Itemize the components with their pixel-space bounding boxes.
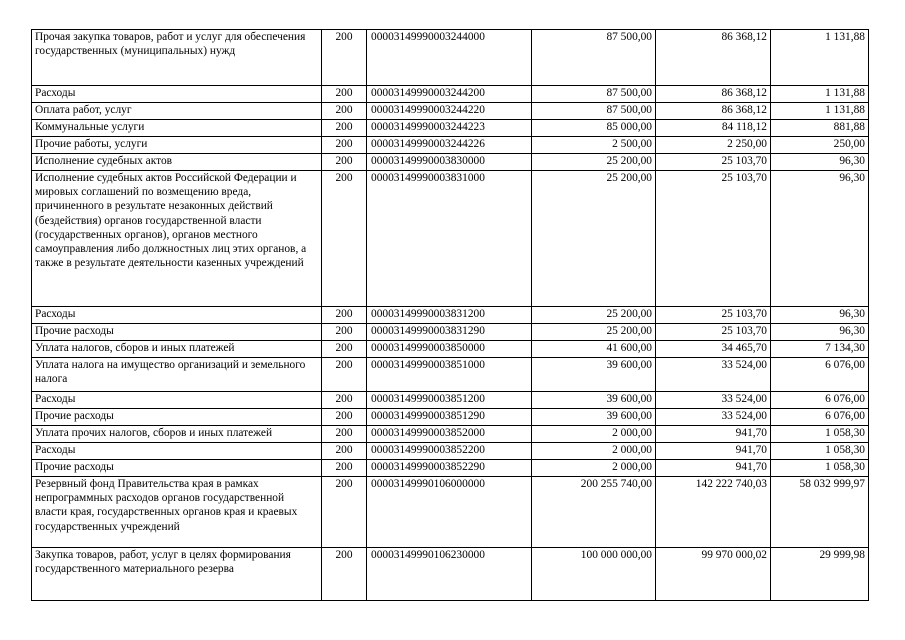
budget-classification-code-cell: 00003149990003244200 xyxy=(367,86,532,103)
approved-amount-cell: 39 600,00 xyxy=(532,409,656,426)
executed-amount-cell: 25 103,70 xyxy=(656,324,771,341)
executed-amount-cell: 84 118,12 xyxy=(656,120,771,137)
unexecuted-amount-cell: 1 131,88 xyxy=(771,30,869,86)
table-row xyxy=(32,341,869,358)
expense-name-cell: Прочая закупка товаров, работ и услуг для обеспечения государственных (муниципальных) нужд xyxy=(32,30,322,86)
expense-name-cell: Оплата работ, услуг xyxy=(32,103,322,120)
expense-name-cell: Резервный фонд Правительства края в рамках непрограммных расходов органов государственной власти края, государственных органов края и краевых государственных учреждений xyxy=(32,477,322,548)
line-code-cell: 200 xyxy=(322,460,367,477)
budget-classification-code-cell: 00003149990003830000 xyxy=(367,154,532,171)
approved-amount-cell: 87 500,00 xyxy=(532,86,656,103)
table-row xyxy=(32,137,869,154)
approved-amount-cell: 2 000,00 xyxy=(532,460,656,477)
budget-execution-table xyxy=(31,29,869,601)
table-row xyxy=(32,307,869,324)
unexecuted-amount-cell: 1 058,30 xyxy=(771,443,869,460)
budget-classification-code-cell: 00003149990003852000 xyxy=(367,426,532,443)
table-row xyxy=(32,120,869,137)
expense-name-cell: Закупка товаров, работ, услуг в целях формирования государственного материального резерва xyxy=(32,548,322,601)
approved-amount-cell: 200 255 740,00 xyxy=(532,477,656,548)
expense-name-cell: Прочие расходы xyxy=(32,460,322,477)
executed-amount-cell: 25 103,70 xyxy=(656,307,771,324)
approved-amount-cell: 39 600,00 xyxy=(532,358,656,392)
line-code-cell: 200 xyxy=(322,171,367,307)
line-code-cell: 200 xyxy=(322,137,367,154)
expense-name-cell: Уплата налога на имущество организаций и земельного налога xyxy=(32,358,322,392)
unexecuted-amount-cell: 96,30 xyxy=(771,154,869,171)
budget-classification-code-cell: 00003149990003244226 xyxy=(367,137,532,154)
table-row xyxy=(32,171,869,307)
unexecuted-amount-cell: 6 076,00 xyxy=(771,409,869,426)
unexecuted-amount-cell: 96,30 xyxy=(771,307,869,324)
unexecuted-amount-cell: 6 076,00 xyxy=(771,358,869,392)
budget-classification-code-cell: 00003149990003852200 xyxy=(367,443,532,460)
unexecuted-amount-cell: 96,30 xyxy=(771,324,869,341)
table-row xyxy=(32,86,869,103)
expense-name-cell: Расходы xyxy=(32,86,322,103)
line-code-cell: 200 xyxy=(322,392,367,409)
unexecuted-amount-cell: 29 999,98 xyxy=(771,548,869,601)
table-row xyxy=(32,30,869,86)
line-code-cell: 200 xyxy=(322,426,367,443)
table-row xyxy=(32,392,869,409)
budget-classification-code-cell: 00003149990003850000 xyxy=(367,341,532,358)
expense-name-cell: Уплата прочих налогов, сборов и иных платежей xyxy=(32,426,322,443)
table-body xyxy=(32,30,869,601)
expense-name-cell: Прочие работы, услуги xyxy=(32,137,322,154)
expense-name-cell: Исполнение судебных актов xyxy=(32,154,322,171)
expense-name-cell: Уплата налогов, сборов и иных платежей xyxy=(32,341,322,358)
line-code-cell: 200 xyxy=(322,324,367,341)
line-code-cell: 200 xyxy=(322,103,367,120)
budget-classification-code-cell: 00003149990106230000 xyxy=(367,548,532,601)
executed-amount-cell: 34 465,70 xyxy=(656,341,771,358)
budget-classification-code-cell: 00003149990003244220 xyxy=(367,103,532,120)
line-code-cell: 200 xyxy=(322,30,367,86)
table-row xyxy=(32,443,869,460)
budget-classification-code-cell: 00003149990003831200 xyxy=(367,307,532,324)
expense-name-cell: Расходы xyxy=(32,392,322,409)
unexecuted-amount-cell: 6 076,00 xyxy=(771,392,869,409)
line-code-cell: 200 xyxy=(322,358,367,392)
executed-amount-cell: 86 368,12 xyxy=(656,30,771,86)
executed-amount-cell: 33 524,00 xyxy=(656,409,771,426)
unexecuted-amount-cell: 58 032 999,97 xyxy=(771,477,869,548)
expense-name-cell: Расходы xyxy=(32,443,322,460)
executed-amount-cell: 86 368,12 xyxy=(656,86,771,103)
executed-amount-cell: 941,70 xyxy=(656,426,771,443)
approved-amount-cell: 25 200,00 xyxy=(532,324,656,341)
expense-name-cell: Расходы xyxy=(32,307,322,324)
expense-name-cell: Коммунальные услуги xyxy=(32,120,322,137)
expense-name-cell: Исполнение судебных актов Российской Федерации и мировых соглашений по возмещению вреда, причиненного в результате незаконных действий (бездействия) органов государственной власти (государственных органов), органов местного самоуправления либо должностных лиц этих органов, а также в результате деятельности казенных учреждений xyxy=(32,171,322,307)
unexecuted-amount-cell: 1 131,88 xyxy=(771,103,869,120)
approved-amount-cell: 85 000,00 xyxy=(532,120,656,137)
table-row xyxy=(32,103,869,120)
unexecuted-amount-cell: 7 134,30 xyxy=(771,341,869,358)
executed-amount-cell: 941,70 xyxy=(656,443,771,460)
unexecuted-amount-cell: 1 131,88 xyxy=(771,86,869,103)
budget-classification-code-cell: 00003149990003851290 xyxy=(367,409,532,426)
table-row xyxy=(32,324,869,341)
table-row xyxy=(32,358,869,392)
line-code-cell: 200 xyxy=(322,548,367,601)
table-row xyxy=(32,460,869,477)
approved-amount-cell: 39 600,00 xyxy=(532,392,656,409)
executed-amount-cell: 33 524,00 xyxy=(656,392,771,409)
unexecuted-amount-cell: 1 058,30 xyxy=(771,460,869,477)
expense-name-cell: Прочие расходы xyxy=(32,324,322,341)
executed-amount-cell: 25 103,70 xyxy=(656,171,771,307)
approved-amount-cell: 87 500,00 xyxy=(532,30,656,86)
executed-amount-cell: 86 368,12 xyxy=(656,103,771,120)
unexecuted-amount-cell: 881,88 xyxy=(771,120,869,137)
approved-amount-cell: 25 200,00 xyxy=(532,307,656,324)
approved-amount-cell: 2 500,00 xyxy=(532,137,656,154)
approved-amount-cell: 25 200,00 xyxy=(532,154,656,171)
line-code-cell: 200 xyxy=(322,120,367,137)
table-row xyxy=(32,477,869,548)
line-code-cell: 200 xyxy=(322,154,367,171)
executed-amount-cell: 2 250,00 xyxy=(656,137,771,154)
unexecuted-amount-cell: 250,00 xyxy=(771,137,869,154)
executed-amount-cell: 33 524,00 xyxy=(656,358,771,392)
line-code-cell: 200 xyxy=(322,443,367,460)
budget-classification-code-cell: 00003149990106000000 xyxy=(367,477,532,548)
budget-classification-code-cell: 00003149990003244000 xyxy=(367,30,532,86)
executed-amount-cell: 25 103,70 xyxy=(656,154,771,171)
budget-classification-code-cell: 00003149990003244223 xyxy=(367,120,532,137)
approved-amount-cell: 2 000,00 xyxy=(532,426,656,443)
budget-classification-code-cell: 00003149990003831290 xyxy=(367,324,532,341)
line-code-cell: 200 xyxy=(322,477,367,548)
approved-amount-cell: 100 000 000,00 xyxy=(532,548,656,601)
table-row xyxy=(32,409,869,426)
approved-amount-cell: 2 000,00 xyxy=(532,443,656,460)
budget-classification-code-cell: 00003149990003831000 xyxy=(367,171,532,307)
line-code-cell: 200 xyxy=(322,409,367,426)
unexecuted-amount-cell: 1 058,30 xyxy=(771,426,869,443)
unexecuted-amount-cell: 96,30 xyxy=(771,171,869,307)
budget-classification-code-cell: 00003149990003852290 xyxy=(367,460,532,477)
approved-amount-cell: 41 600,00 xyxy=(532,341,656,358)
table-row xyxy=(32,154,869,171)
budget-classification-code-cell: 00003149990003851000 xyxy=(367,358,532,392)
approved-amount-cell: 25 200,00 xyxy=(532,171,656,307)
line-code-cell: 200 xyxy=(322,86,367,103)
expense-name-cell: Прочие расходы xyxy=(32,409,322,426)
table-row xyxy=(32,548,869,601)
executed-amount-cell: 99 970 000,02 xyxy=(656,548,771,601)
executed-amount-cell: 142 222 740,03 xyxy=(656,477,771,548)
line-code-cell: 200 xyxy=(322,307,367,324)
table-row xyxy=(32,426,869,443)
executed-amount-cell: 941,70 xyxy=(656,460,771,477)
line-code-cell: 200 xyxy=(322,341,367,358)
approved-amount-cell: 87 500,00 xyxy=(532,103,656,120)
budget-classification-code-cell: 00003149990003851200 xyxy=(367,392,532,409)
